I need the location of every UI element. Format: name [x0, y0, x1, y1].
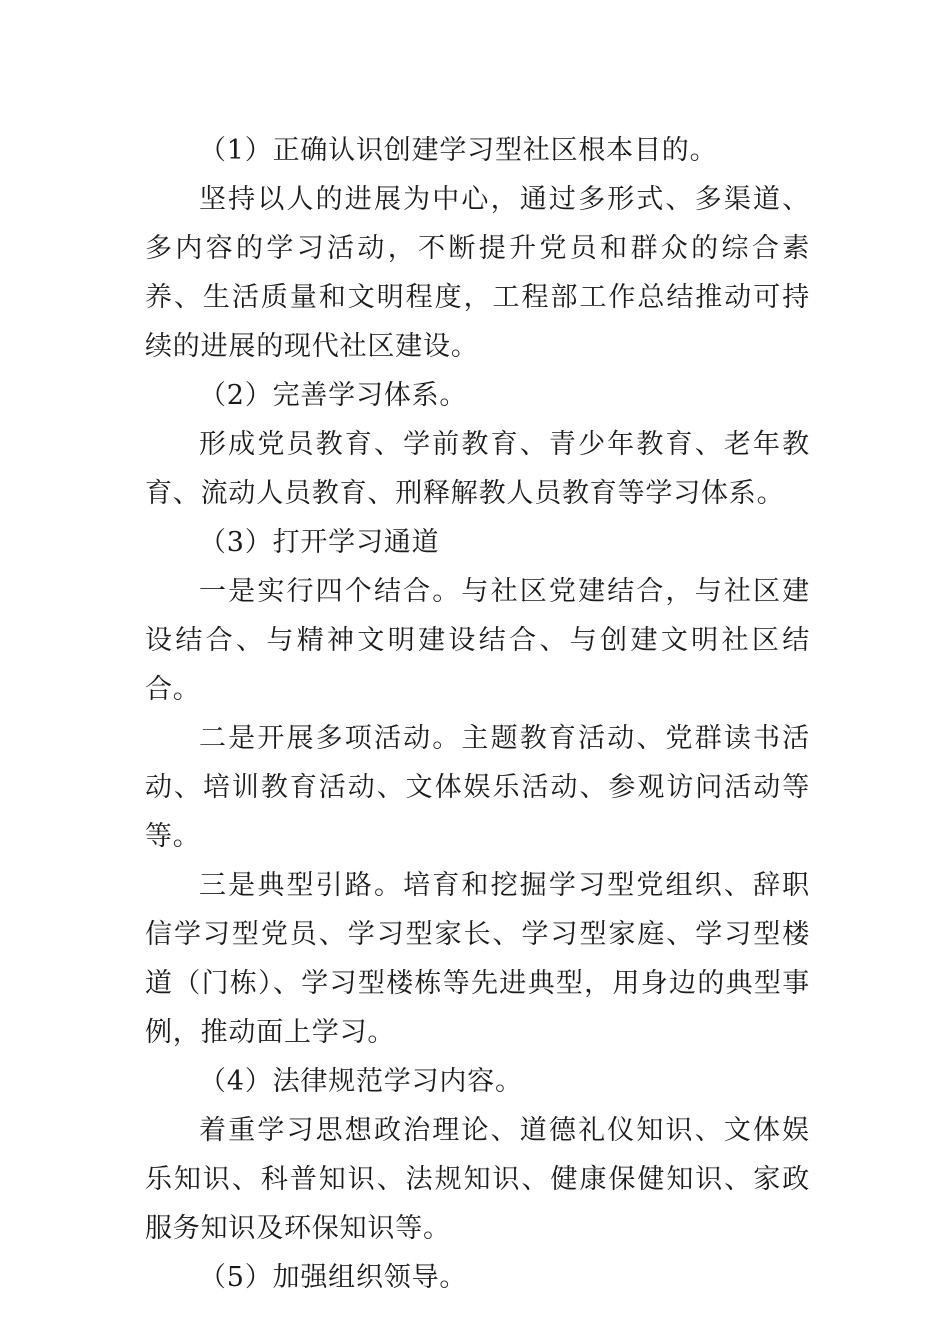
section-heading-5: （5）加强组织领导。 [199, 1262, 468, 1293]
paragraph-5: 三是典型引路。培育和挖掘学习型党组织、辞职信学习型党员、学习型家长、学习型家庭、学习型楼道（门栋）、学习型楼栋等先进典型，用身边的典型事例，推动面上学习。 [145, 870, 810, 1048]
paragraph-4: 二是开展多项活动。主题教育活动、党群读书活动、培训教育活动、文体娱乐活动、参观访问活动等等。 [145, 723, 810, 852]
section-heading-4: （4）法律规范学习内容。 [199, 1066, 523, 1097]
paragraph-6: 着重学习思想政治理论、道德礼仪知识、文体娱乐知识、科普知识、法规知识、健康保健知识、家政服务知识及环保知识等。 [145, 1115, 810, 1244]
document-body [145, 126, 810, 1302]
paragraph-3: 一是实行四个结合。与社区党建结合，与社区建设结合、与精神文明建设结合、与创建文明社区结合。 [145, 576, 810, 705]
section-heading-2: （2）完善学习体系。 [199, 380, 468, 411]
section-heading-1: （1）正确认识创建学习型社区根本目的。 [199, 135, 718, 166]
paragraph-2: 形成党员教育、学前教育、青少年教育、老年教育、流动人员教育、刑释解教人员教育等学习体系。 [145, 429, 810, 509]
section-heading-3: （3）打开学习通道 [199, 527, 440, 558]
paragraph-1: 坚持以人的进展为中心，通过多形式、多渠道、多内容的学习活动，不断提升党员和群众的综合素养、生活质量和文明程度，工程部工作总结推动可持续的进展的现代社区建设。 [145, 184, 810, 362]
